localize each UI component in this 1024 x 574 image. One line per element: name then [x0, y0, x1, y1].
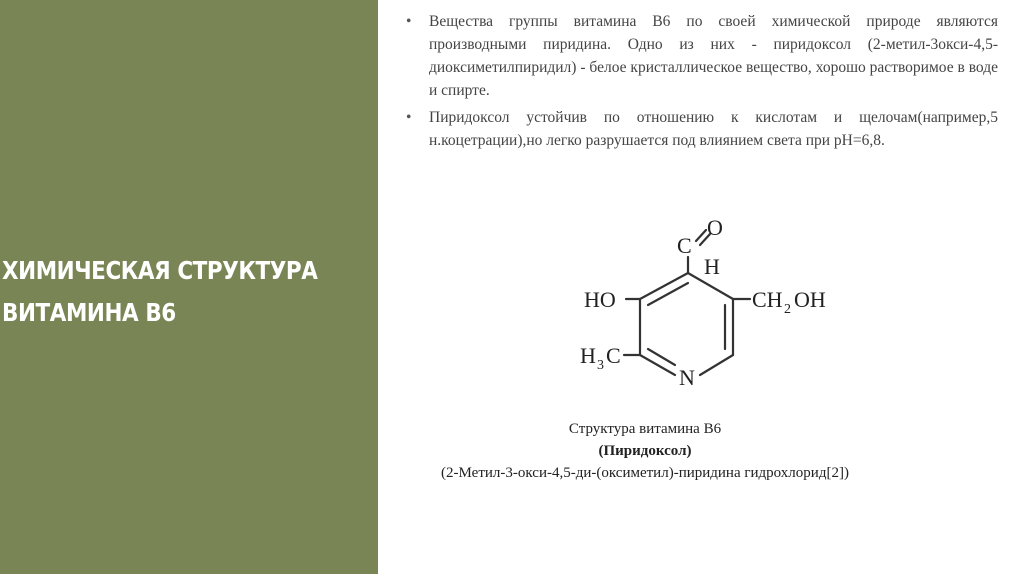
content-area: [404, 10, 998, 156]
figure-caption: [440, 418, 850, 484]
bullet-text: Вещества группы витамина В6 по своей химической природе являются производными пиридина. Одно из них - пиридоксол (2-метил-3окси-4,5-диоксиметилпиридил) - белое кристаллическое вещество, хорошо растворимое в воде и спирте.: [429, 13, 998, 99]
caption-line-1: Структура витамина В6: [568, 421, 722, 437]
ring-bond: [700, 355, 733, 375]
bullet-list: [404, 10, 998, 152]
aldehyde-oxygen-label: O: [707, 215, 723, 240]
methyl-c-label: C: [606, 343, 621, 368]
ch2oh-ch-label: CH: [752, 287, 783, 312]
bullet-icon: •: [406, 13, 412, 30]
ch2oh-subscript-label: 2: [784, 302, 791, 317]
bullet-text: Пиридоксол устойчив по отношению к кислотам и щелочам(например,5 н.коцетрации),но легко разрушается под влиянием света при рН=6,8.: [429, 109, 998, 149]
slide-title: [2, 250, 322, 334]
methyl-subscript-label: 3: [597, 358, 604, 373]
slide-title-line-1: ХИМИЧЕСКАЯ СТРУКТУРА: [2, 256, 318, 285]
nitrogen-label: N: [679, 365, 695, 390]
bullet-item: [404, 106, 998, 152]
bullet-icon: •: [406, 109, 412, 126]
methyl-h-label: H: [580, 343, 596, 368]
caption-line-3: (2-Метил-3-окси-4,5-ди-(оксиметил)-пиридина гидрохлорид[2]): [441, 465, 849, 481]
slide-title-line-2: ВИТАМИНА В6: [2, 298, 176, 327]
aldehyde-carbon-label: C: [677, 233, 692, 258]
hydroxyl-label: HO: [584, 287, 616, 312]
caption-line-2: (Пиридоксол): [598, 443, 692, 459]
aldehyde-hydrogen-label: H: [704, 254, 720, 279]
ch2oh-oh-label: OH: [794, 287, 826, 312]
bullet-item: [404, 10, 998, 102]
ring-bond: [640, 355, 675, 375]
ring-double-bond: [648, 283, 688, 305]
title-panel: [0, 0, 378, 574]
pyridoxol-structure-diagram: [560, 205, 860, 405]
